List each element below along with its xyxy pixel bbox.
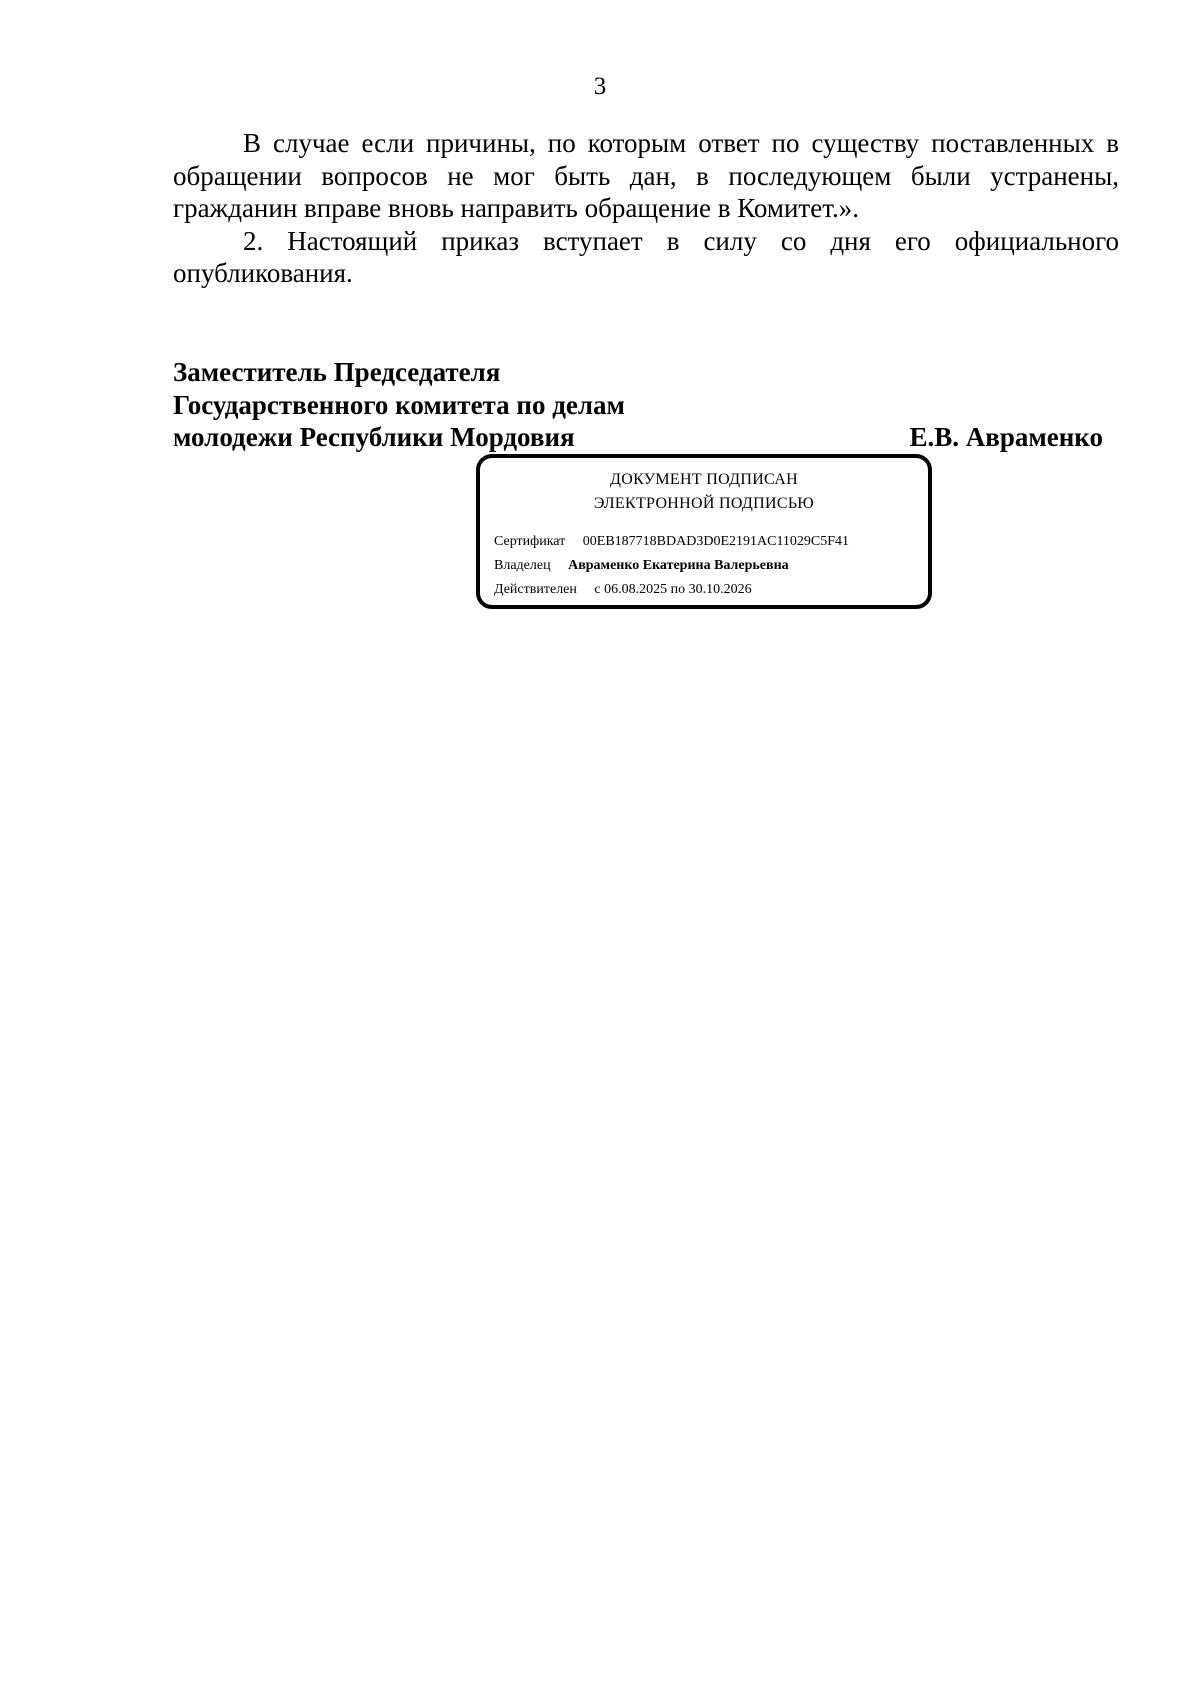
paragraph: 2. Настоящий приказ вступает в силу со дня его официального опубликования. bbox=[173, 225, 1119, 288]
electronic-signature-stamp bbox=[476, 454, 932, 609]
stamp-title-line: ЭЛЕКТРОННОЙ ПОДПИСЬЮ bbox=[593, 495, 815, 512]
stamp-certificate-label: Сертификат bbox=[494, 534, 566, 549]
stamp-owner-label: Владелец bbox=[494, 558, 551, 573]
paragraph: В случае если причины, по которым ответ по существу поставленных в обращении вопросов не мог быть дан, в последующем были устранены, гражданин вправе вновь направить обращение в Комитет.». bbox=[173, 128, 1119, 223]
signatory-position-line: Заместитель Председателя bbox=[173, 357, 501, 387]
stamp-certificate-value: 00EB187718BDAD3D0E2191AC11029C5F41 bbox=[582, 534, 850, 549]
signatory-last-line bbox=[173, 421, 1103, 454]
stamp-validity-label: Действителен bbox=[494, 582, 577, 597]
stamp-owner-row bbox=[494, 554, 914, 578]
stamp-certificate-row bbox=[494, 530, 914, 554]
stamp-validity-value: с 06.08.2025 по 30.10.2026 bbox=[594, 582, 752, 597]
stamp-title-line: ДОКУМЕНТ ПОДПИСАН bbox=[610, 471, 798, 488]
stamp-validity-row bbox=[494, 578, 914, 602]
signatory-name: Е.В. Авраменко bbox=[909, 422, 1103, 452]
page-number: 3 bbox=[593, 73, 607, 100]
stamp-details bbox=[494, 530, 914, 602]
signatory-position-line: молодежи Республики Мордовия bbox=[173, 422, 575, 452]
signature-block bbox=[173, 356, 1103, 454]
stamp-owner-value: Авраменко Екатерина Валерьевна bbox=[568, 558, 789, 573]
signatory-position-line: Государственного комитета по делам bbox=[173, 389, 625, 420]
document-body bbox=[173, 127, 1119, 290]
